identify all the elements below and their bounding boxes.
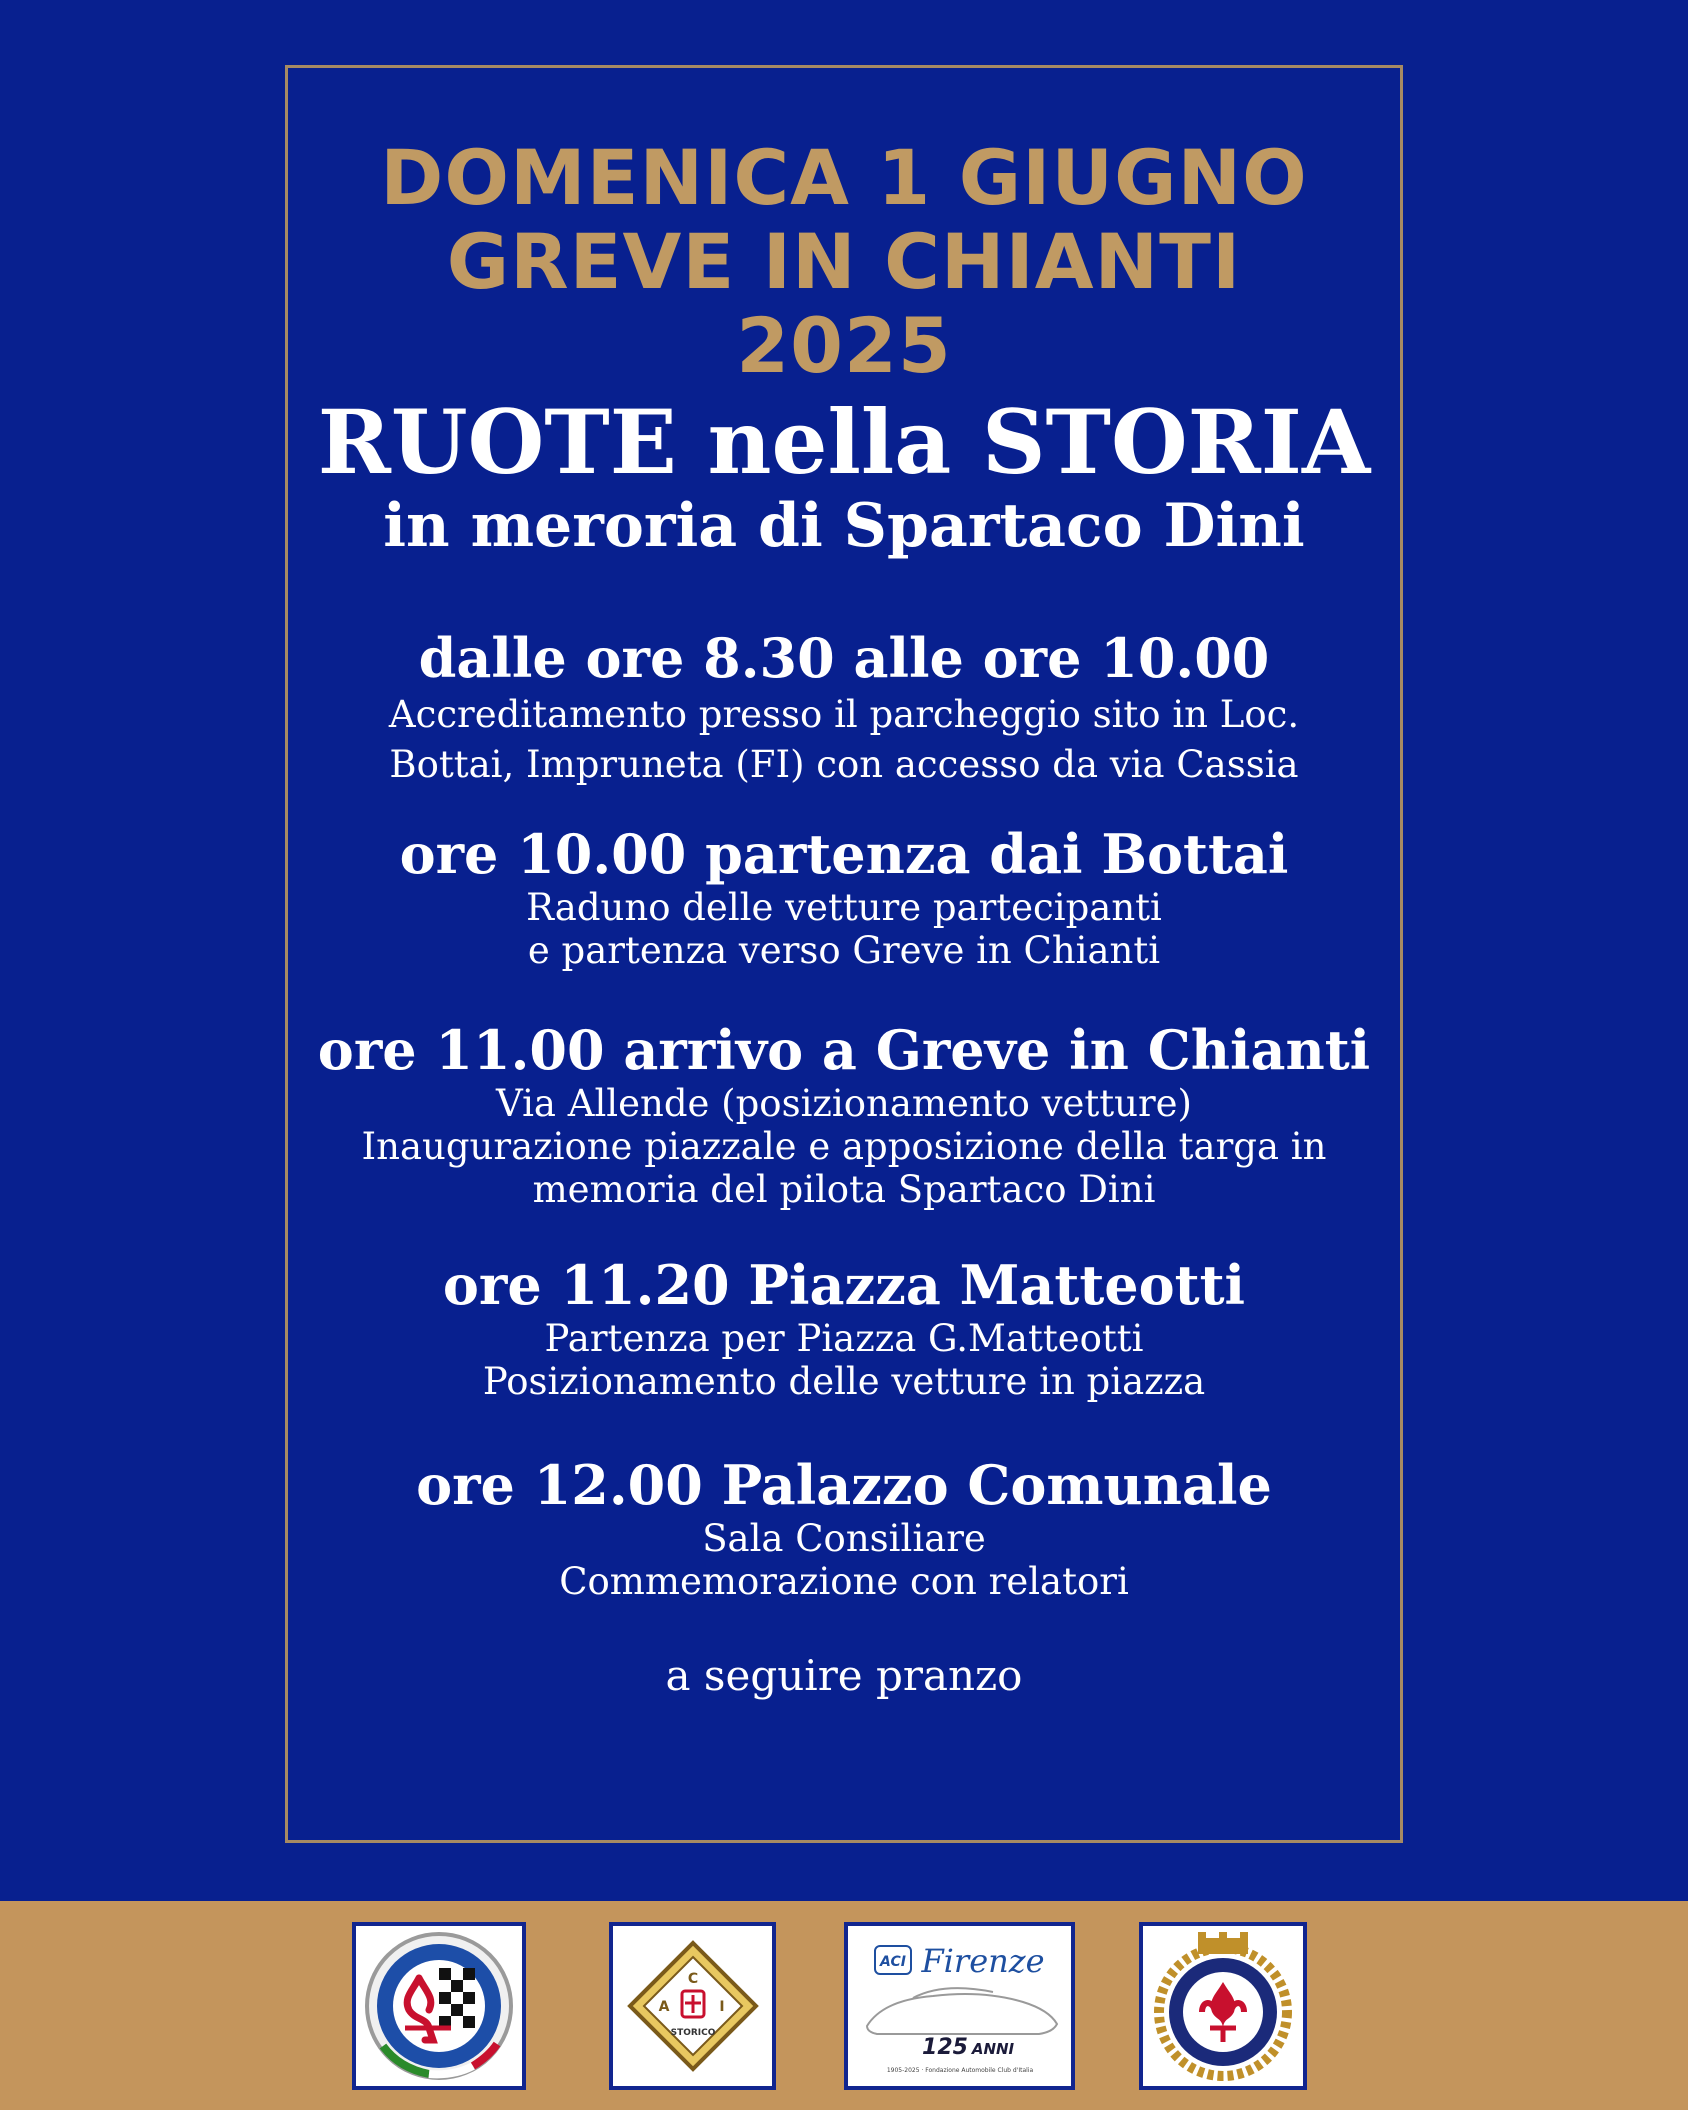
svg-text:A: A <box>658 1999 669 2015</box>
schedule-line: Partenza per Piazza G.Matteotti <box>544 1317 1144 1360</box>
svg-text:STORICO: STORICO <box>670 2028 715 2038</box>
schedule-item <box>288 822 1400 972</box>
schedule-heading: ore 11.00 arrivo a Greve in Chianti <box>317 1018 1371 1082</box>
schedule-line: Inaugurazione piazzale e apposizione della targa in <box>361 1125 1327 1168</box>
schedule-line: e partenza verso Greve in Chianti <box>527 929 1161 972</box>
place-line: GREVE IN CHIANTI <box>446 217 1242 306</box>
svg-text:125: 125 <box>921 2035 968 2060</box>
aci-storico-logo <box>609 1922 776 2090</box>
event-title: RUOTE nella STORIA <box>317 390 1371 494</box>
schedule-line: Raduno delle vetture partecipanti <box>526 886 1162 929</box>
schedule-heading: ore 10.00 partenza dai Bottai <box>399 822 1289 886</box>
closing-note: a seguire pranzo <box>665 1651 1023 1700</box>
scuderia-logo <box>352 1922 526 2090</box>
aci-firenze-icon <box>853 1930 1067 2082</box>
automobile-club-firenze-emblem-icon <box>1146 1928 1300 2084</box>
svg-text:ACI: ACI <box>879 1954 906 1970</box>
program-frame <box>285 65 1403 1843</box>
svg-text:I: I <box>718 1999 725 2015</box>
aci-firenze-logo <box>844 1922 1075 2090</box>
schedule-heading: dalle ore 8.30 alle ore 10.00 <box>418 626 1270 690</box>
schedule-item <box>288 1018 1400 1211</box>
ac-firenze-logo <box>1139 1922 1307 2090</box>
schedule-line: memoria del pilota Spartaco Dini <box>532 1168 1156 1211</box>
schedule-item <box>288 1253 1400 1403</box>
schedule-line: Bottai, Impruneta (FI) con accesso da via Cassia <box>389 743 1299 786</box>
svg-text:1905-2025 · Fondazione Automob: 1905-2025 · Fondazione Automobile Club d'Italia <box>886 2067 1033 2074</box>
date-line: DOMENICA 1 GIUGNO <box>380 133 1308 222</box>
schedule-line: Via Allende (posizionamento vetture) <box>496 1082 1192 1125</box>
schedule-item <box>288 1453 1400 1603</box>
aci-storico-emblem-icon <box>618 1931 768 2081</box>
schedule-line: Commemorazione con relatori <box>559 1560 1129 1603</box>
svg-text:Firenze: Firenze <box>920 1942 1045 1980</box>
svg-text:ANNI: ANNI <box>971 2040 1014 2058</box>
schedule-item <box>288 626 1400 790</box>
event-subtitle: in meroria di Spartaco Dini <box>383 491 1305 561</box>
schedule-line: Posizionamento delle vetture in piazza <box>482 1360 1206 1403</box>
schedule-heading: ore 12.00 Palazzo Comunale <box>416 1453 1272 1517</box>
scuderia-emblem-icon <box>359 1928 519 2084</box>
schedule-line: Sala Consiliare <box>702 1517 986 1560</box>
schedule-heading: ore 11.20 Piazza Matteotti <box>442 1253 1246 1317</box>
year-line: 2025 <box>736 301 952 390</box>
svg-text:C: C <box>687 1971 698 1987</box>
schedule-line: Accreditamento presso il parcheggio sito in Loc. <box>388 693 1300 736</box>
